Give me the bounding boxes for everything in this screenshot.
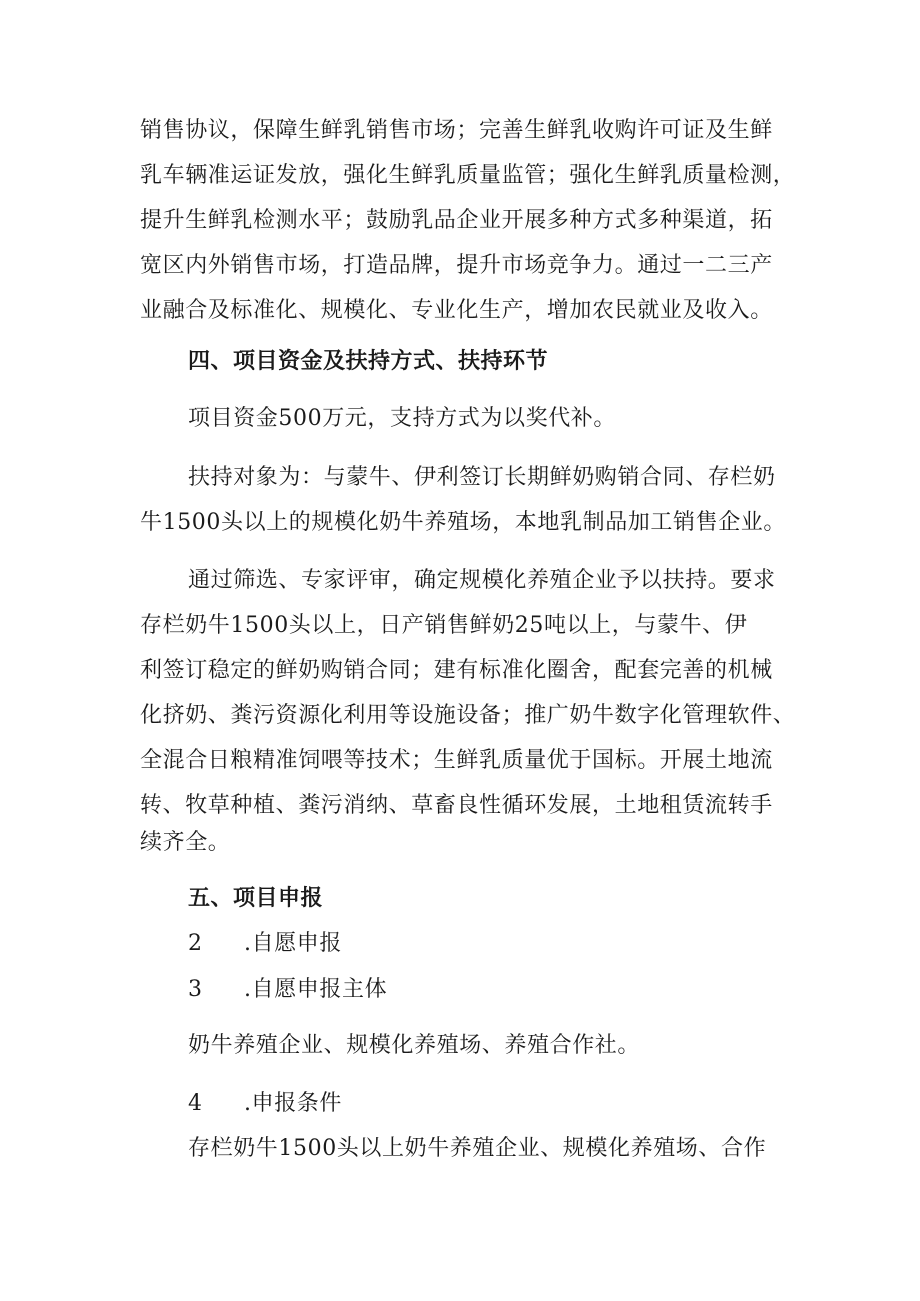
list-item-text: .自愿申报主体 (244, 977, 388, 1002)
text-line: 存栏奶牛1500头以上，日产销售鲜奶25吨以上，与蒙牛、伊 (140, 613, 748, 638)
text-line: 全混合日粮精准饲喂等技术；生鲜乳质量优于国标。开展土地流 (140, 748, 773, 773)
text-line: 续齐全。 (140, 830, 231, 855)
text-line: 转、牧草种植、粪污消纳、草畜良性循环发展，土地租赁流转手 (140, 793, 773, 818)
text-line: 销售协议，保障生鲜乳销售市场；完善生鲜乳收购许可证及生鲜 (140, 118, 773, 143)
list-item-text: .申报条件 (244, 1091, 342, 1116)
text-line: 项目资金500万元，支持方式为以奖代补。 (188, 406, 616, 431)
section-heading-5: 五、项目申报 (188, 886, 324, 911)
text-line: 业融合及标准化、规模化、专业化生产，增加农民就业及收入。 (140, 298, 773, 323)
list-item-number: 3 (188, 977, 202, 1002)
text-line: 存栏奶牛1500头以上奶牛养殖企业、规模化养殖场、合作 (188, 1136, 767, 1161)
section-heading-4: 四、项目资金及扶持方式、扶持环节 (188, 349, 549, 374)
text-line: 牛1500头以上的规模化奶牛养殖场，本地乳制品加工销售企业。 (140, 510, 786, 535)
text-line: 通过筛选、专家评审，确定规模化养殖企业予以扶持。要求 (188, 568, 776, 593)
text-line: 宽区内外销售市场，打造品牌，提升市场竞争力。通过一二三产 (140, 253, 773, 278)
text-line: 奶牛养殖企业、规模化养殖场、养殖合作社。 (188, 1033, 641, 1058)
list-item-number: 2 (188, 931, 202, 956)
list-item-text: .自愿申报 (244, 931, 342, 956)
text-line: 提升生鲜乳检测水平；鼓励乳品企业开展多种方式多种渠道，拓 (140, 208, 773, 233)
text-line: 利签订稳定的鲜奶购销合同；建有标准化圈舍，配套完善的机械 (140, 658, 773, 683)
text-line: 扶持对象为：与蒙牛、伊利签订长期鲜奶购销合同、存栏奶 (188, 465, 776, 490)
list-item-number: 4 (188, 1091, 202, 1116)
text-line: 化挤奶、粪污资源化利用等设施设备；推广奶牛数字化管理软件、 (140, 703, 796, 728)
text-line: 乳车辆准运证发放，强化生鲜乳质量监管；强化生鲜乳质量检测， (140, 163, 796, 188)
